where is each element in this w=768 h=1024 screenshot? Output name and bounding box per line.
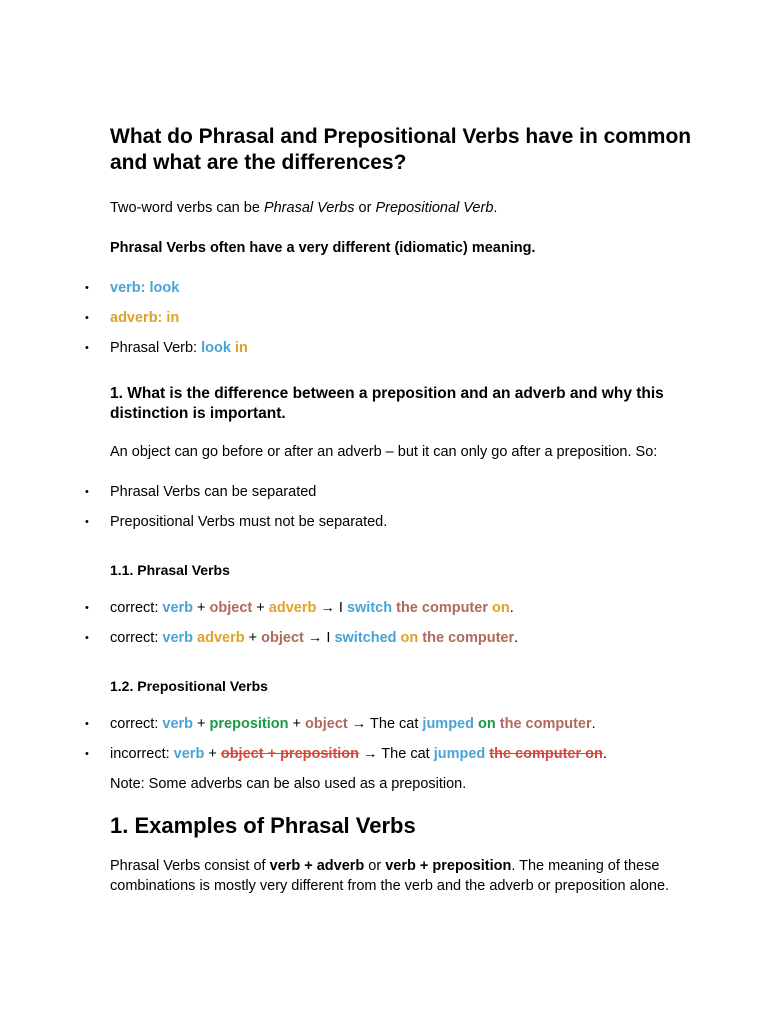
phrasal-verb-verb: look: [201, 340, 231, 356]
example-object: the computer: [499, 716, 592, 732]
period: .: [602, 746, 607, 762]
bullet-icon: •: [85, 282, 89, 294]
document-page: [85, 124, 710, 896]
list-item: [85, 512, 710, 532]
intro-term-prepositional: Prepositional Verb: [375, 200, 494, 216]
section-1-2-heading: 1.2. Prepositional Verbs: [110, 678, 268, 694]
verb-term: verb: [162, 716, 194, 732]
separation-list: [85, 482, 710, 532]
adverb-label: adverb: in: [110, 310, 180, 326]
period: .: [591, 716, 596, 732]
plus-sign: +: [204, 746, 221, 762]
examples-paragraph: [110, 856, 710, 896]
text: Phrasal Verbs consist of: [110, 858, 270, 874]
example-verb: jumped: [422, 716, 474, 732]
list-item: [85, 598, 710, 618]
arrow-text: → I: [316, 600, 347, 616]
list-item: [85, 628, 710, 648]
bold-term: verb + adverb: [269, 858, 365, 874]
intro-text-before: Two-word verbs can be: [110, 200, 264, 216]
bullet-icon: •: [85, 312, 89, 324]
struck-object-preposition: object + preposition: [220, 746, 360, 762]
example-adverb: on: [492, 600, 510, 616]
phrasal-verb-adverb: in: [234, 340, 248, 356]
list-item: [85, 308, 710, 328]
list-item-text: Prepositional Verbs must not be separated.: [110, 514, 388, 530]
bullet-icon: •: [85, 718, 89, 730]
section-1-heading: 1. What is the difference between a preposition and an adverb and why this distinction is important.: [110, 385, 664, 422]
adverb-term: adverb: [197, 630, 245, 646]
bullet-icon: •: [85, 342, 89, 354]
phrasal-verbs-list: [85, 598, 710, 648]
examples-heading: 1. Examples of Phrasal Verbs: [110, 813, 416, 838]
plus-sign: +: [193, 600, 210, 616]
arrow-text: → The cat: [359, 746, 434, 762]
example-verb: jumped: [433, 746, 486, 762]
intro-text-mid: or: [354, 200, 376, 216]
example-verb: switch: [346, 600, 393, 616]
section-1-1-heading: 1.1. Phrasal Verbs: [110, 562, 230, 578]
list-item: [85, 482, 710, 502]
intro-text-after: .: [493, 200, 498, 216]
plus-sign: +: [244, 630, 262, 646]
bold-term: verb + preposition: [385, 858, 512, 874]
adverb-preposition-note: Note: Some adverbs can be also used as a preposition.: [110, 776, 467, 792]
phrasal-verb-prefix: Phrasal Verb:: [110, 340, 202, 356]
intro-paragraph: [110, 198, 710, 218]
example-adverb: on: [400, 630, 419, 646]
period: .: [514, 630, 519, 646]
preposition-term: preposition: [209, 716, 289, 732]
verb-term: verb: [162, 600, 194, 616]
bullet-icon: •: [85, 486, 89, 498]
list-item-text: Phrasal Verbs can be separated: [110, 484, 317, 500]
list-item: [85, 338, 710, 358]
verb-label: verb: look: [110, 280, 180, 296]
list-item: [85, 744, 710, 764]
plus-sign: +: [288, 716, 306, 732]
text: . The meaning of these combinations is mostly very different from the verb and the adverb or preposition alone.: [110, 858, 670, 894]
list-item: [85, 278, 710, 298]
object-term: object: [209, 600, 253, 616]
plus-sign: +: [193, 716, 210, 732]
bullet-icon: •: [85, 632, 89, 644]
section-1-paragraph: An object can go before or after an adverb – but it can only go after a preposition. So:: [110, 444, 658, 460]
idiomatic-note: Phrasal Verbs often have a very different (idiomatic) meaning.: [110, 240, 536, 256]
struck-example: the computer on: [489, 746, 603, 762]
list-item: [85, 714, 710, 734]
bullet-icon: •: [85, 516, 89, 528]
verb-term: verb: [162, 630, 194, 646]
intro-term-phrasal: Phrasal Verbs: [263, 200, 355, 216]
verb-term: verb: [173, 746, 205, 762]
example-object: the computer: [422, 630, 515, 646]
example-verb: switched: [334, 630, 397, 646]
bullet-icon: •: [85, 602, 89, 614]
example-preposition: on: [478, 716, 496, 732]
row-label: correct:: [110, 716, 163, 732]
object-term: object: [305, 716, 348, 732]
bullet-icon: •: [85, 748, 89, 760]
row-label: incorrect:: [110, 746, 174, 762]
adverb-term: adverb: [268, 600, 317, 616]
row-label: correct:: [110, 630, 163, 646]
object-term: object: [261, 630, 304, 646]
prepositional-verbs-list: [85, 714, 710, 764]
example-object: the computer: [396, 600, 488, 616]
text: or: [364, 858, 386, 874]
plus-sign: +: [252, 600, 269, 616]
row-label: correct:: [110, 600, 163, 616]
page-title: What do Phrasal and Prepositional Verbs have in common and what are the differences?: [110, 125, 692, 174]
example-list: [85, 278, 710, 358]
period: .: [509, 600, 514, 616]
arrow-text: → The cat: [347, 716, 423, 732]
arrow-text: → I: [303, 630, 335, 646]
